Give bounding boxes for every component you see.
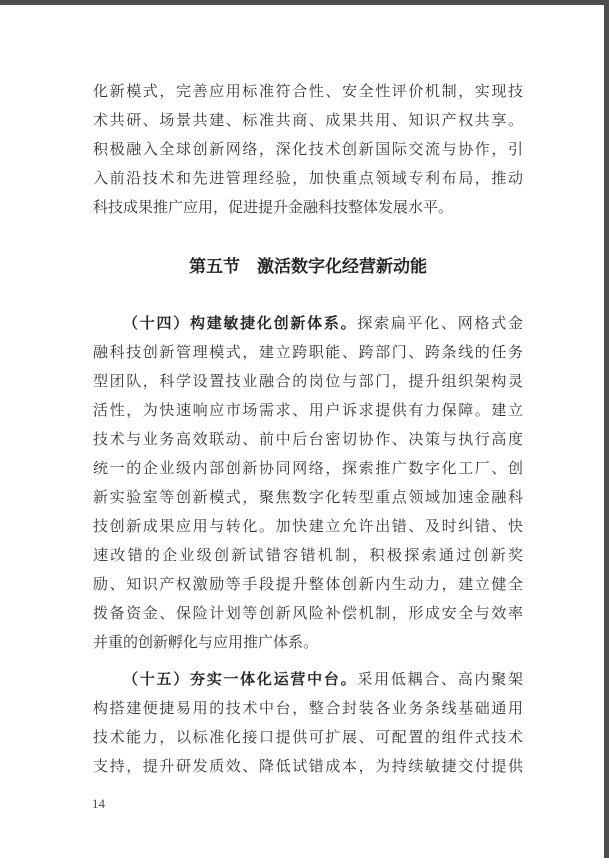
item-15-opening-text: 采用低耦合、高内聚架 (357, 672, 523, 688)
text-line: 支持，提升研发质效、降低试错成本，为持续敏捷交付提供 (93, 759, 523, 775)
section-heading: 第五节 激活数字化经营新动能 (189, 257, 427, 276)
paragraph-item-14 (93, 310, 523, 658)
text-line: 新实验室等创新模式，聚焦数字化转型重点领域加速金融科 (93, 490, 523, 506)
item-15-title: （十五）夯实一体化运营中台。 (123, 672, 358, 688)
intro-paragraph (93, 78, 523, 223)
text-line: 速改错的企业级创新试错容错机制，积极探索通过创新奖 (93, 548, 523, 564)
text-line: 拨备资金、保险计划等创新风险补偿机制，形成安全与效率 (93, 606, 523, 622)
text-line: 融科技创新管理模式，建立跨职能、跨部门、跨条线的任务 (93, 345, 523, 361)
text-line: 化新模式，完善应用标准符合性、安全性评价机制，实现技 (93, 84, 523, 100)
paragraph-item-15 (93, 666, 523, 782)
item-14-title: （十四）构建敏捷化创新体系。 (123, 316, 358, 332)
item-14-opening-text: 探索扁平化、网格式金 (357, 316, 523, 332)
text-line: 型团队，科学设置技业融合的岗位与部门，提升组织架构灵 (93, 374, 523, 390)
text-line: 技术与业务高效联动、前中后台密切协作、决策与执行高度 (93, 432, 523, 448)
text-line: 技创新成果应用与转化。加快建立允许出错、及时纠错、快 (93, 519, 523, 535)
scan-edge-top (0, 0, 609, 5)
text-line: 术共研、场景共建、标准共商、成果共用、知识产权共享。 (93, 113, 523, 129)
text-line: 科技成果推广应用，促进提升金融科技整体发展水平。 (93, 200, 454, 216)
page-content (93, 78, 523, 782)
text-line: 励、知识产权激励等手段提升整体创新内生动力，建立健全 (93, 577, 523, 593)
text-line: 活性，为快速响应市场需求、用户诉求提供有力保障。建立 (93, 403, 523, 419)
item-15-body-lines (93, 695, 523, 782)
item-14-body-lines (93, 339, 523, 658)
text-line: 入前沿技术和先进管理经验，加快重点领域专利布局，推动 (93, 171, 523, 187)
text-line: 积极融入全球创新网络，深化技术创新国际交流与协作，引 (93, 142, 523, 158)
text-line: 并重的创新孵化与应用推广体系。 (93, 635, 319, 651)
page-number: 14 (92, 796, 105, 811)
scan-edge-right (604, 0, 609, 858)
text-line: 构搭建便捷易用的技术中台，整合封装各业务条线基础通用 (93, 701, 523, 717)
item-14-opening-line (93, 310, 523, 339)
item-15-opening-line (93, 666, 523, 695)
text-line: 技术能力，以标准化接口提供可扩展、可配置的组件式技术 (93, 730, 523, 746)
text-line: 统一的企业级内部创新协同网络，探索推广数字化工厂、创 (93, 461, 523, 477)
